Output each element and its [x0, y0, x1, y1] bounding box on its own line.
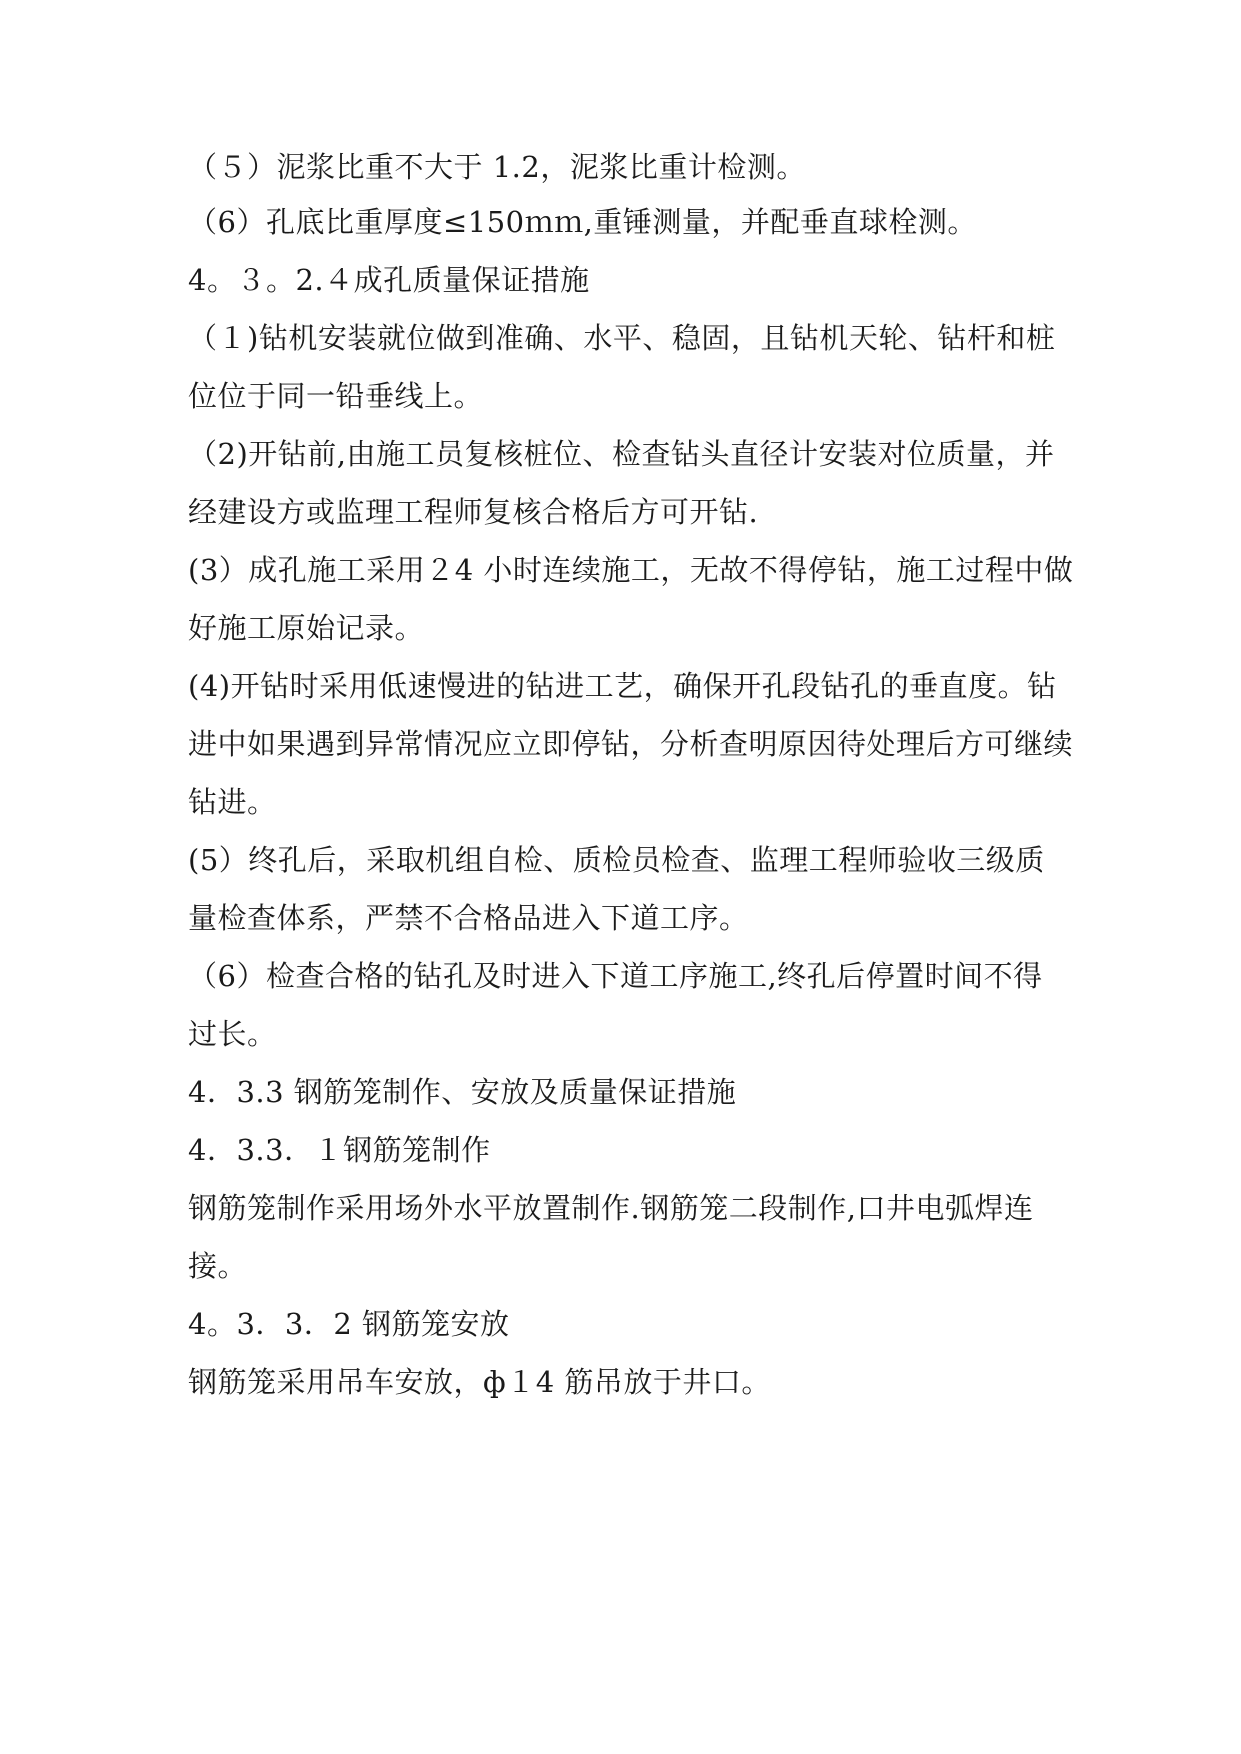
text-line: 进中如果遇到异常情况应立即停钻，分析查明原因待处理后方可继续: [188, 727, 1074, 761]
text-line: （6）孔底比重厚度≤150ｍｍ,重锤测量，并配垂直球栓测。: [188, 205, 977, 239]
text-line: （１)钻机安装就位做到准确、水平、稳固，且钻机天轮、钻杆和桩: [188, 321, 1056, 355]
text-line: （５）泥浆比重不大于 1.2，泥浆比重计检测。: [188, 150, 806, 184]
section-heading: 4．3.3 钢筋笼制作、安放及质量保证措施: [188, 1075, 737, 1109]
text-line: 位位于同一铅垂线上。: [188, 379, 484, 413]
text-line: 量检查体系，严禁不合格品进入下道工序。: [188, 901, 749, 935]
text-line: 钻进。: [188, 785, 277, 819]
text-line: （6）检查合格的钻孔及时进入下道工序施工,终孔后停置时间不得: [188, 959, 1043, 993]
text-line: 钢筋笼采用吊车安放，ф１4 筋吊放于井口。: [188, 1365, 771, 1399]
text-line: 经建设方或监理工程师复核合格后方可开钻.: [188, 495, 759, 529]
text-line: 好施工原始记录。: [188, 611, 425, 645]
text-line: （2)开钻前,由施工员复核桩位、检查钻头直径计安装对位质量，并: [188, 437, 1055, 471]
section-heading: 4。３。2.４成孔质量保证措施: [188, 263, 590, 297]
text-line: 过长。: [188, 1017, 277, 1051]
text-line: (4)开钻时采用低速慢进的钻进工艺，确保开孔段钻孔的垂直度。钻: [188, 669, 1057, 703]
text-line: 钢筋笼制作采用场外水平放置制作.钢筋笼二段制作,口井电弧焊连: [188, 1191, 1034, 1225]
text-line: 接。: [188, 1249, 248, 1283]
text-line: (3）成孔施工采用２4 小时连续施工，无故不得停钻，施工过程中做: [188, 553, 1074, 587]
subsection-heading: 4．3.3．１钢筋笼制作: [188, 1133, 491, 1167]
text-line: (5）终孔后，采取机组自检、质检员检查、监理工程师验收三级质: [188, 843, 1045, 877]
subsection-heading: 4。3．3．2 钢筋笼安放: [188, 1307, 510, 1341]
